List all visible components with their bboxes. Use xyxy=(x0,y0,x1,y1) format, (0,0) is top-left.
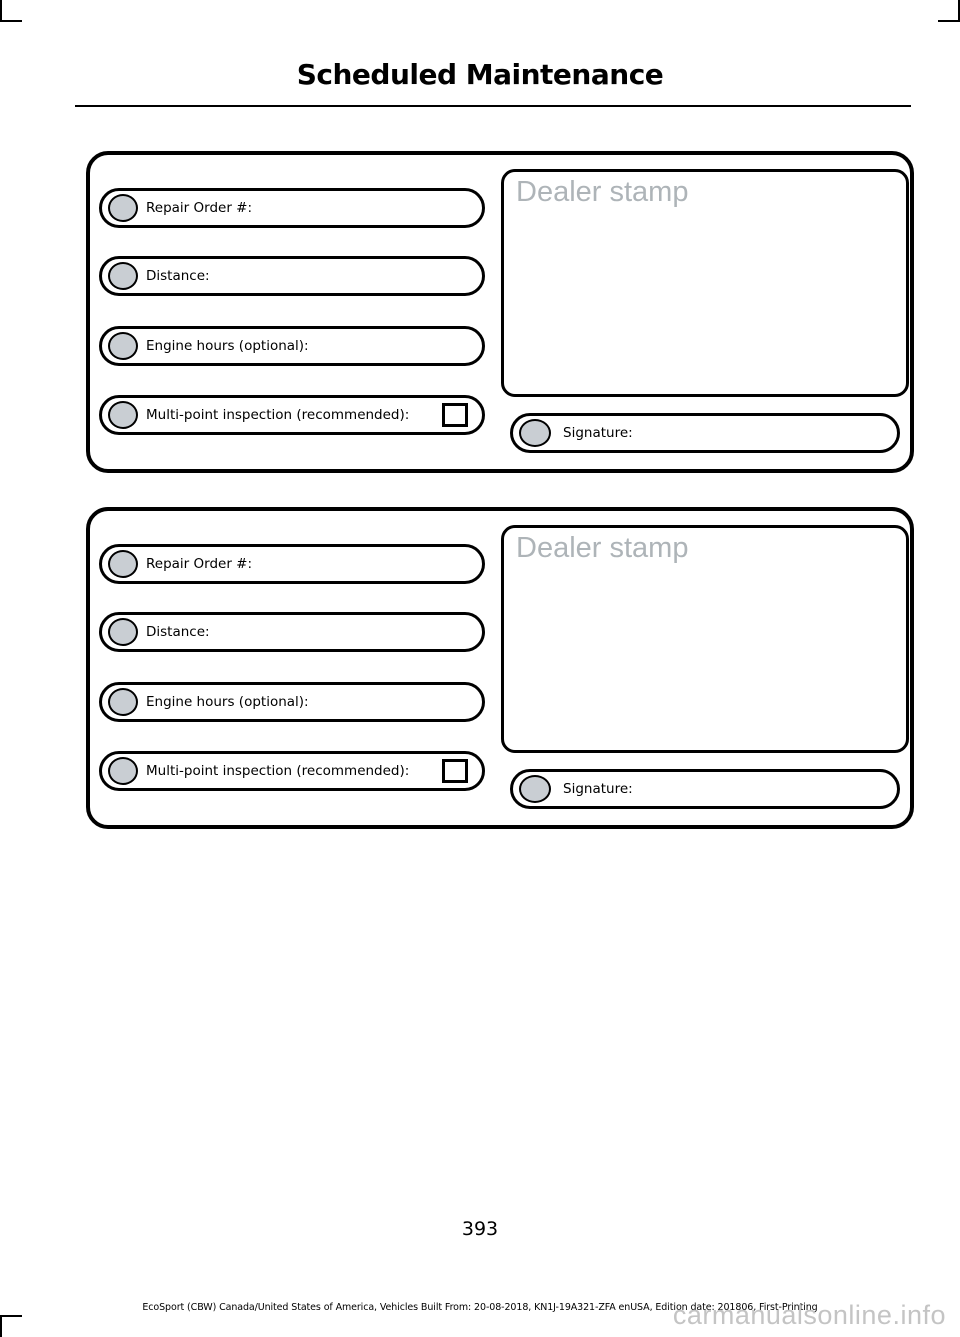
inspection-checkbox[interactable] xyxy=(442,759,468,783)
field-bullet-icon xyxy=(108,332,138,360)
title-divider xyxy=(75,105,911,107)
maintenance-record-card xyxy=(86,151,914,473)
crop-mark xyxy=(938,20,960,22)
crop-mark xyxy=(0,0,2,22)
field-bullet-icon xyxy=(108,262,138,290)
repair-order-field[interactable] xyxy=(99,544,485,584)
crop-mark xyxy=(0,1315,2,1337)
inspection-label: Multi-point inspection (recommended): xyxy=(146,407,410,423)
dealer-stamp-box xyxy=(501,525,909,753)
inspection-label: Multi-point inspection (recommended): xyxy=(146,763,410,779)
signature-label: Signature: xyxy=(563,781,633,797)
inspection-field xyxy=(99,395,485,435)
dealer-stamp-label: Dealer stamp xyxy=(516,532,689,564)
dealer-stamp-box xyxy=(501,169,909,397)
signature-field[interactable] xyxy=(510,413,900,453)
inspection-field xyxy=(99,751,485,791)
field-bullet-icon xyxy=(108,618,138,646)
field-bullet-icon xyxy=(519,419,551,447)
page-title: Scheduled Maintenance xyxy=(296,58,664,91)
repair-order-label: Repair Order #: xyxy=(146,556,253,572)
watermark: carmanualsonline.info xyxy=(672,1300,946,1330)
distance-field[interactable] xyxy=(99,612,485,652)
signature-field[interactable] xyxy=(510,769,900,809)
signature-label: Signature: xyxy=(563,425,633,441)
field-bullet-icon xyxy=(108,688,138,716)
engine-hours-field[interactable] xyxy=(99,682,485,722)
field-bullet-icon xyxy=(519,775,551,803)
crop-mark xyxy=(0,1315,22,1317)
distance-label: Distance: xyxy=(146,624,210,640)
distance-field[interactable] xyxy=(99,256,485,296)
repair-order-field[interactable] xyxy=(99,188,485,228)
repair-order-label: Repair Order #: xyxy=(146,200,253,216)
crop-mark xyxy=(0,20,22,22)
dealer-stamp-label: Dealer stamp xyxy=(516,176,689,208)
field-bullet-icon xyxy=(108,550,138,578)
engine-hours-label: Engine hours (optional): xyxy=(146,694,309,710)
engine-hours-field[interactable] xyxy=(99,326,485,366)
engine-hours-label: Engine hours (optional): xyxy=(146,338,309,354)
inspection-checkbox[interactable] xyxy=(442,403,468,427)
maintenance-record-card xyxy=(86,507,914,829)
footer-text: EcoSport (CBW) Canada/United States of America, Vehicles Built From: 20-08-2018, KN1J-19A321-ZFA enUSA, Edition date: 201806, First-Printing xyxy=(142,1302,818,1313)
page-number: 393 xyxy=(461,1218,499,1240)
field-bullet-icon xyxy=(108,401,138,429)
field-bullet-icon xyxy=(108,757,138,785)
field-bullet-icon xyxy=(108,194,138,222)
distance-label: Distance: xyxy=(146,268,210,284)
